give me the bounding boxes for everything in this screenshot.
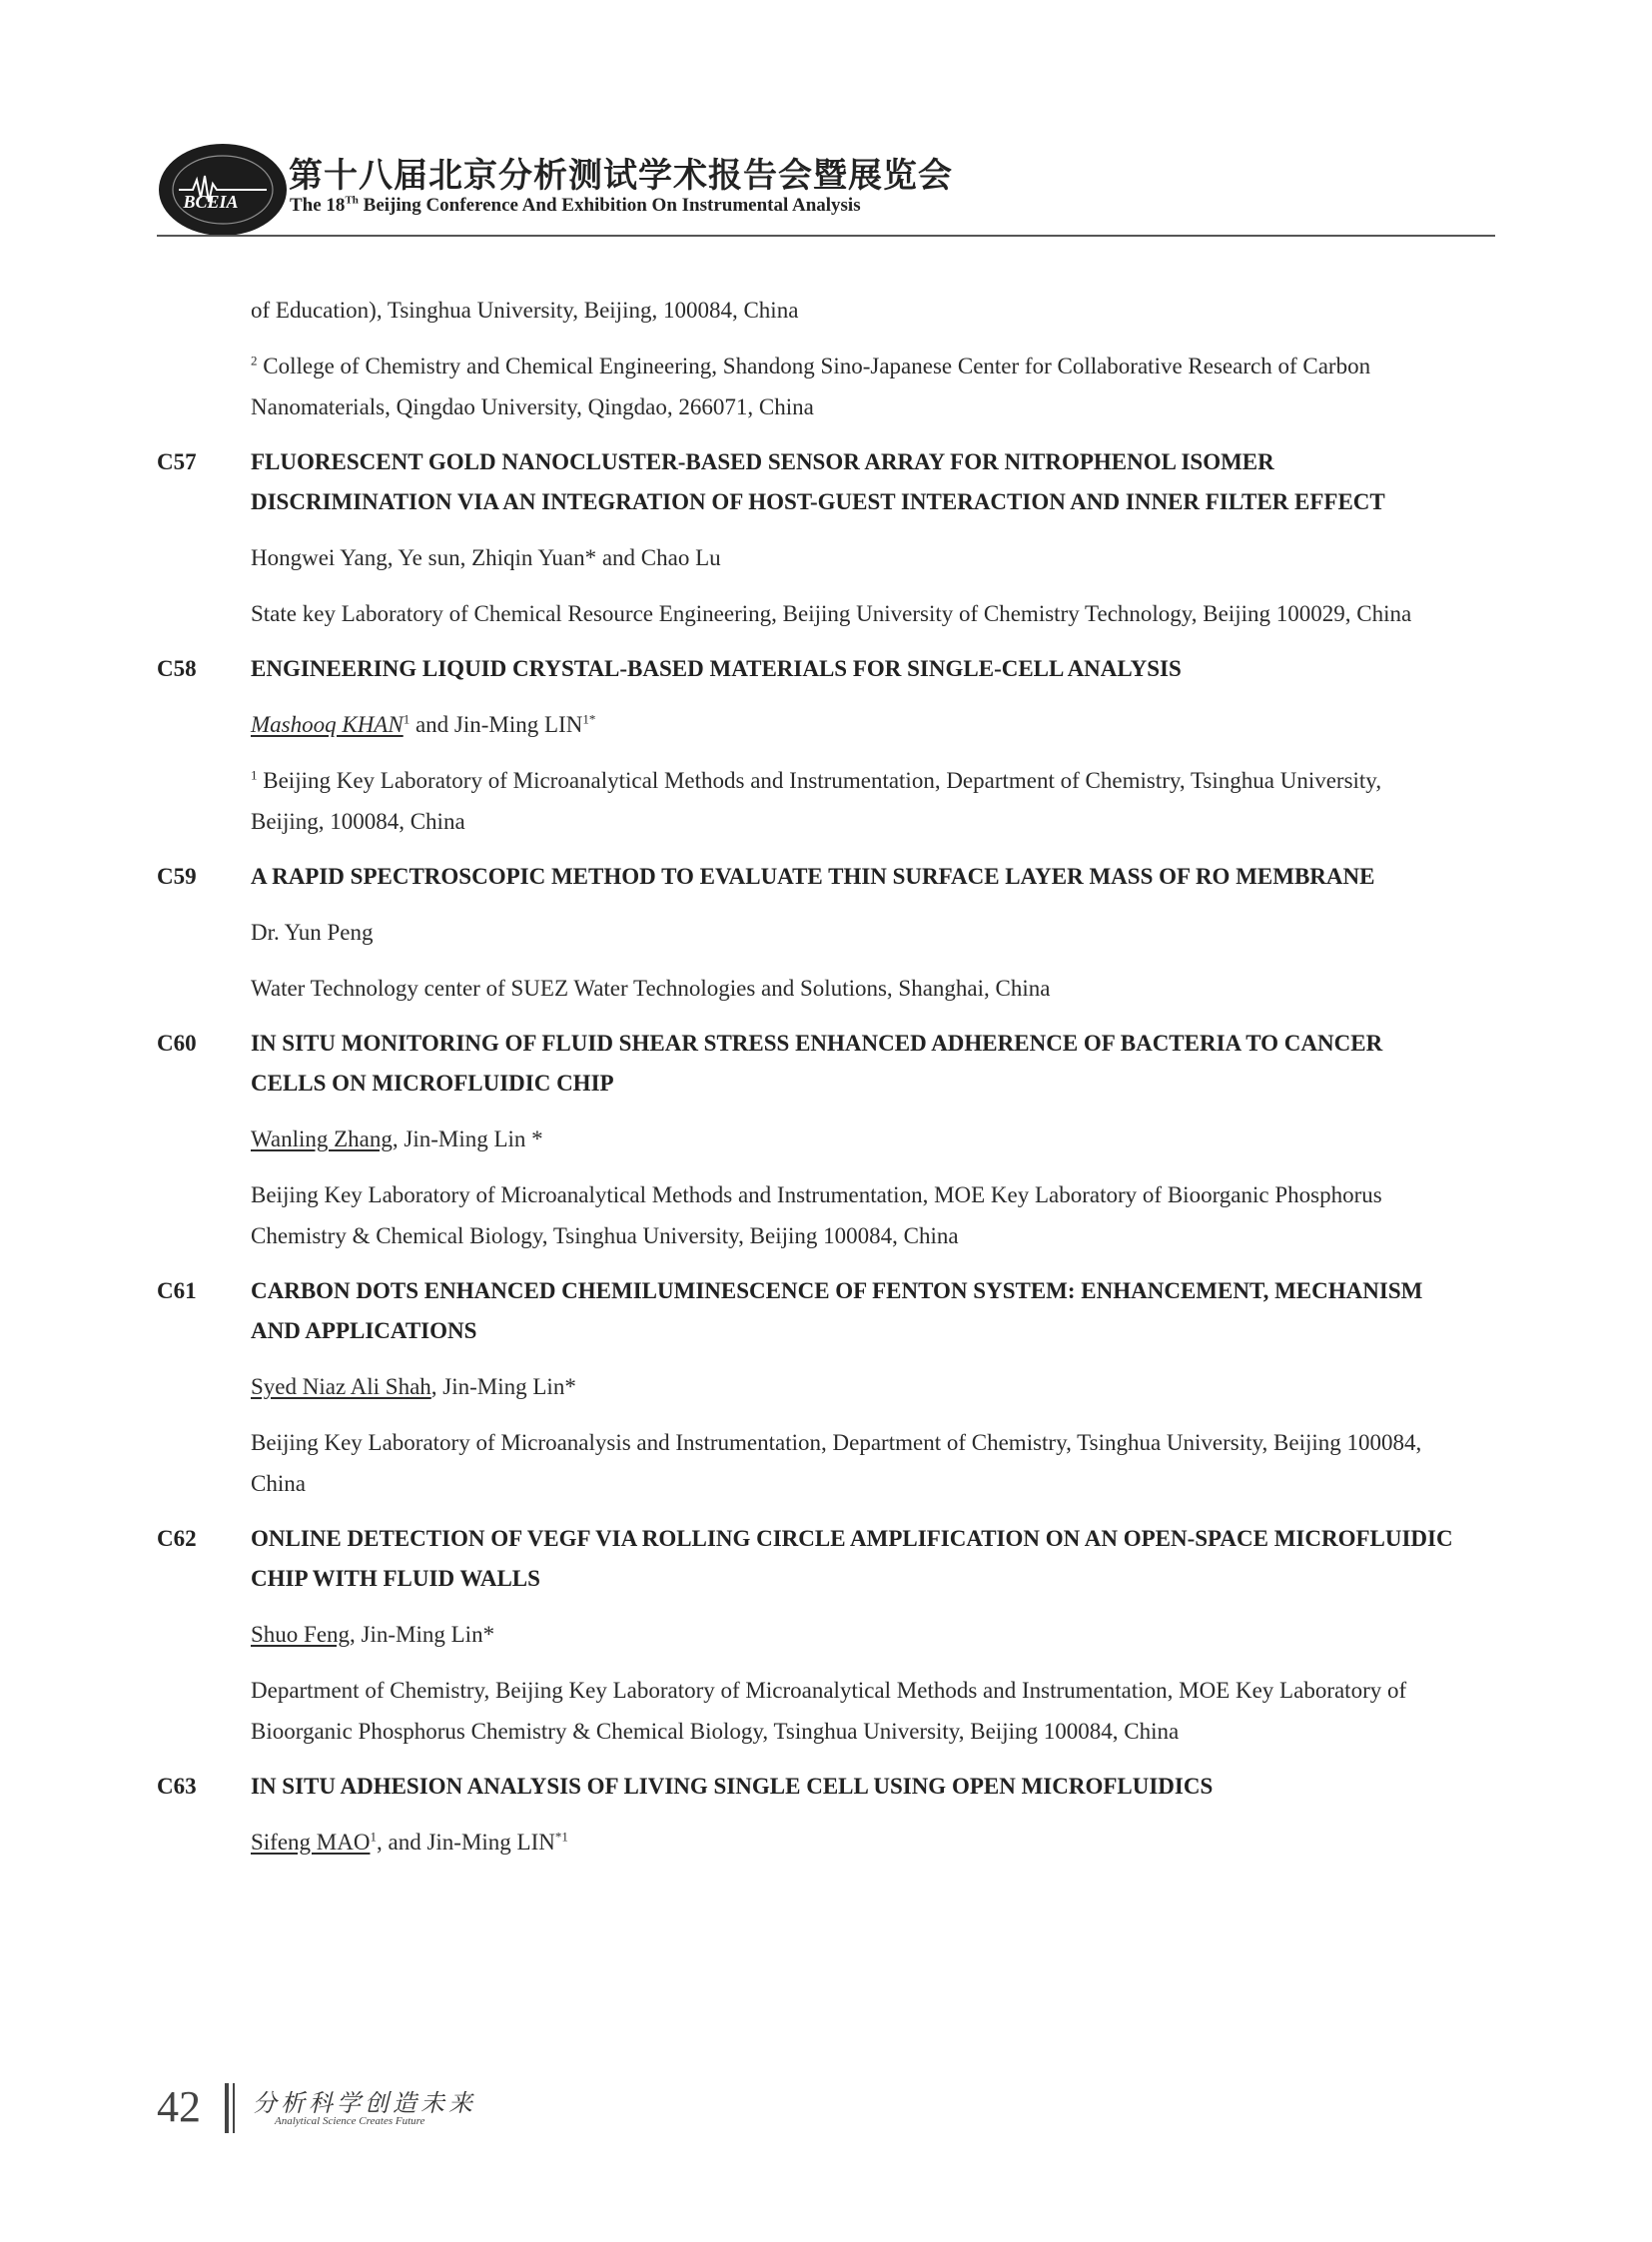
svg-text:BCEIA: BCEIA bbox=[183, 192, 239, 212]
abstract-entry-c62 bbox=[157, 1519, 1455, 1752]
abstract-affiliation: Beijing Key Laboratory of Microanalysis and Instrumentation, Department of Chemistry, Tsinghua University, Beijing 100084, China bbox=[251, 1430, 1422, 1496]
page-number: 42 bbox=[157, 2082, 201, 2131]
footer-divider-thin bbox=[233, 2083, 235, 2133]
affiliation-continuation: of Education), Tsinghua University, Beijing, 100084, China bbox=[251, 298, 799, 323]
abstract-title: FLUORESCENT GOLD NANOCLUSTER-BASED SENSOR ARRAY FOR NITROPHENOL ISOMER DISCRIMINATION VIA AN INTEGRATION OF HOST-GUEST INTERACTION AND INNER FILTER EFFECT bbox=[251, 449, 1385, 514]
abstract-code: C59 bbox=[157, 864, 197, 889]
abstract-authors: Syed Niaz Ali Shah, Jin-Ming Lin* bbox=[251, 1374, 576, 1399]
footer-slogan-cn: 分析科学创造未来 bbox=[253, 2091, 476, 2117]
header-divider bbox=[157, 235, 1495, 237]
abstract-code: C60 bbox=[157, 1031, 197, 1056]
presenter-name: Mashooq KHAN bbox=[251, 712, 404, 737]
conference-title-en: The 18Th Beijing Conference And Exhibition On Instrumental Analysis bbox=[290, 194, 861, 216]
abstract-title: ENGINEERING LIQUID CRYSTAL-BASED MATERIALS FOR SINGLE-CELL ANALYSIS bbox=[251, 656, 1182, 681]
presenter-name: Sifeng MAO bbox=[251, 1830, 371, 1855]
abstract-code: C63 bbox=[157, 1774, 197, 1799]
abstract-entry-c63 bbox=[157, 1767, 1455, 1863]
page-footer bbox=[157, 2077, 756, 2137]
footer-divider bbox=[225, 2083, 229, 2133]
abstract-title: IN SITU MONITORING OF FLUID SHEAR STRESS ENHANCED ADHERENCE OF BACTERIA TO CANCER CELLS ON MICROFLUIDIC CHIP bbox=[251, 1031, 1383, 1096]
abstract-title: IN SITU ADHESION ANALYSIS OF LIVING SINGLE CELL USING OPEN MICROFLUIDICS bbox=[251, 1774, 1214, 1799]
abstract-entry-c61 bbox=[157, 1271, 1455, 1504]
abstract-authors: Dr. Yun Peng bbox=[251, 920, 374, 945]
abstract-authors: Sifeng MAO$^1$, and Jin-Ming LIN$^{*1}$ bbox=[251, 1829, 568, 1855]
abstract-affiliation: Water Technology center of SUEZ Water Technologies and Solutions, Shanghai, China bbox=[251, 976, 1051, 1001]
abstract-authors: Wanling Zhang, Jin-Ming Lin * bbox=[251, 1126, 543, 1151]
abstract-title: A RAPID SPECTROSCOPIC METHOD TO EVALUATE THIN SURFACE LAYER MASS OF RO MEMBRANE bbox=[251, 864, 1375, 889]
abstract-authors: Mashooq KHAN$^1$ and Jin-Ming $LIN^{1*}$ bbox=[251, 711, 596, 737]
abstract-authors: Hongwei Yang, Ye sun, Zhiqin Yuan* and Chao Lu bbox=[251, 545, 721, 570]
abstract-affiliation: $^1$ Beijing Key Laboratory of Microanalytical Methods and Instrumentation, Department of Chemistry, Tsinghua University, Beijing, 100084, China bbox=[251, 767, 1382, 834]
abstract-code: C62 bbox=[157, 1526, 197, 1551]
abstract-entry-c60 bbox=[157, 1024, 1455, 1256]
abstract-title: CARBON DOTS ENHANCED CHEMILUMINESCENCE OF FENTON SYSTEM: ENHANCEMENT, MECHANISM AND APPLICATIONS bbox=[251, 1278, 1423, 1343]
abstract-entry-c58 bbox=[157, 649, 1455, 842]
abstract-list bbox=[157, 290, 1455, 1863]
abstract-code: C61 bbox=[157, 1278, 197, 1303]
abstract-code: C58 bbox=[157, 656, 197, 681]
presenter-name: Wanling Zhang bbox=[251, 1126, 393, 1151]
abstract-entry-c57 bbox=[157, 442, 1455, 634]
abstract-code: C57 bbox=[157, 449, 197, 474]
presenter-name: Shuo Feng bbox=[251, 1622, 351, 1647]
abstract-title: ONLINE DETECTION OF VEGF VIA ROLLING CIRCLE AMPLIFICATION ON AN OPEN-SPACE MICROFLUIDIC CHIP WITH FLUID WALLS bbox=[251, 1526, 1453, 1591]
affiliation-2: $^2$ College of Chemistry and Chemical Engineering, Shandong Sino-Japanese Center for Collaborative Research of Carbon Nanomaterials, Qingdao University, Qingdao, 266071, China bbox=[251, 353, 1371, 419]
abstract-affiliation: Beijing Key Laboratory of Microanalytical Methods and Instrumentation, MOE Key Laboratory of Bioorganic Phosphorus Chemistry & Chemical Biology, Tsinghua University, Beijing 100084, China bbox=[251, 1182, 1382, 1248]
bceia-logo bbox=[157, 142, 289, 238]
footer-slogan-en: Analytical Science Creates Future bbox=[275, 2115, 425, 2127]
abstract-affiliation: Department of Chemistry, Beijing Key Laboratory of Microanalytical Methods and Instrumentation, MOE Key Laboratory of Bioorganic Phosphorus Chemistry & Chemical Biology, Tsinghua University, Beijing 100084, China bbox=[251, 1678, 1407, 1744]
abstract-authors: Shuo Feng, Jin-Ming Lin* bbox=[251, 1622, 495, 1647]
conference-title-cn: 第十八届北京分析测试学术报告会暨展览会 bbox=[289, 158, 953, 195]
page-header bbox=[157, 138, 1495, 238]
presenter-name: Syed Niaz Ali Shah bbox=[251, 1374, 431, 1399]
abstract-affiliation: State key Laboratory of Chemical Resource Engineering, Beijing University of Chemistry Technology, Beijing 100029, China bbox=[251, 601, 1412, 626]
abstract-entry-c59 bbox=[157, 857, 1455, 1009]
